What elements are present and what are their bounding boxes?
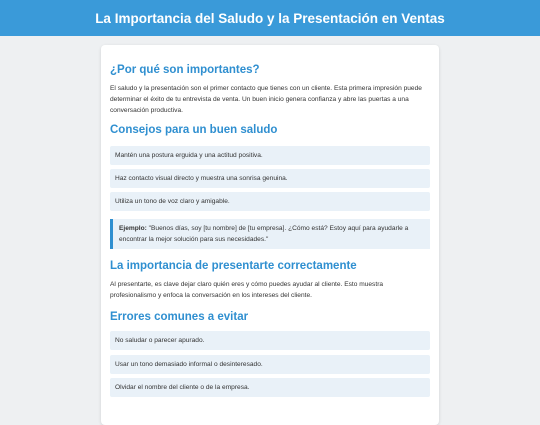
section-heading-tips: Consejos para un buen saludo — [110, 124, 278, 136]
example-label: Ejemplo: — [119, 225, 147, 232]
error-item: No saludar o parecer apurado. — [110, 331, 430, 350]
error-item: Usar un tono demasiado informal o desinteresado. — [110, 355, 430, 374]
tip-item: Mantén una postura erguida y una actitud positiva. — [110, 146, 430, 165]
section-heading-presentation: La importancia de presentarte correctamente — [110, 260, 357, 272]
page-title: La Importancia del Saludo y la Presentación en Ventas — [95, 10, 445, 26]
example-text: "Buenos días, soy [tu nombre] de [tu empresa]. ¿Cómo está? Estoy aquí para ayudarle a encontrar la mejor solución para sus necesidades." — [119, 225, 409, 243]
tip-item: Utiliza un tono de voz claro y amigable. — [110, 192, 430, 211]
section-body-why: El saludo y la presentación son el primer contacto que tienes con un cliente. Esta primera impresión puede determinar el éxito de tu entrevista de venta. Un buen inicio genera confianza y abre las puertas a una conversación productiva. — [110, 85, 422, 114]
content-card — [101, 45, 439, 425]
greeting-example — [110, 219, 430, 249]
section-heading-errors: Errores comunes a evitar — [110, 311, 249, 323]
page-header — [0, 0, 540, 36]
section-body-presentation: Al presentarte, es clave dejar claro quién eres y cómo puedes ayudar al cliente. Esto muestra profesionalismo y enfoca la conversación en los intereses del cliente. — [110, 281, 384, 299]
tip-item: Haz contacto visual directo y muestra una sonrisa genuina. — [110, 169, 430, 188]
error-item: Olvidar el nombre del cliente o de la empresa. — [110, 378, 430, 397]
section-heading-why: ¿Por qué son importantes? — [110, 64, 260, 76]
